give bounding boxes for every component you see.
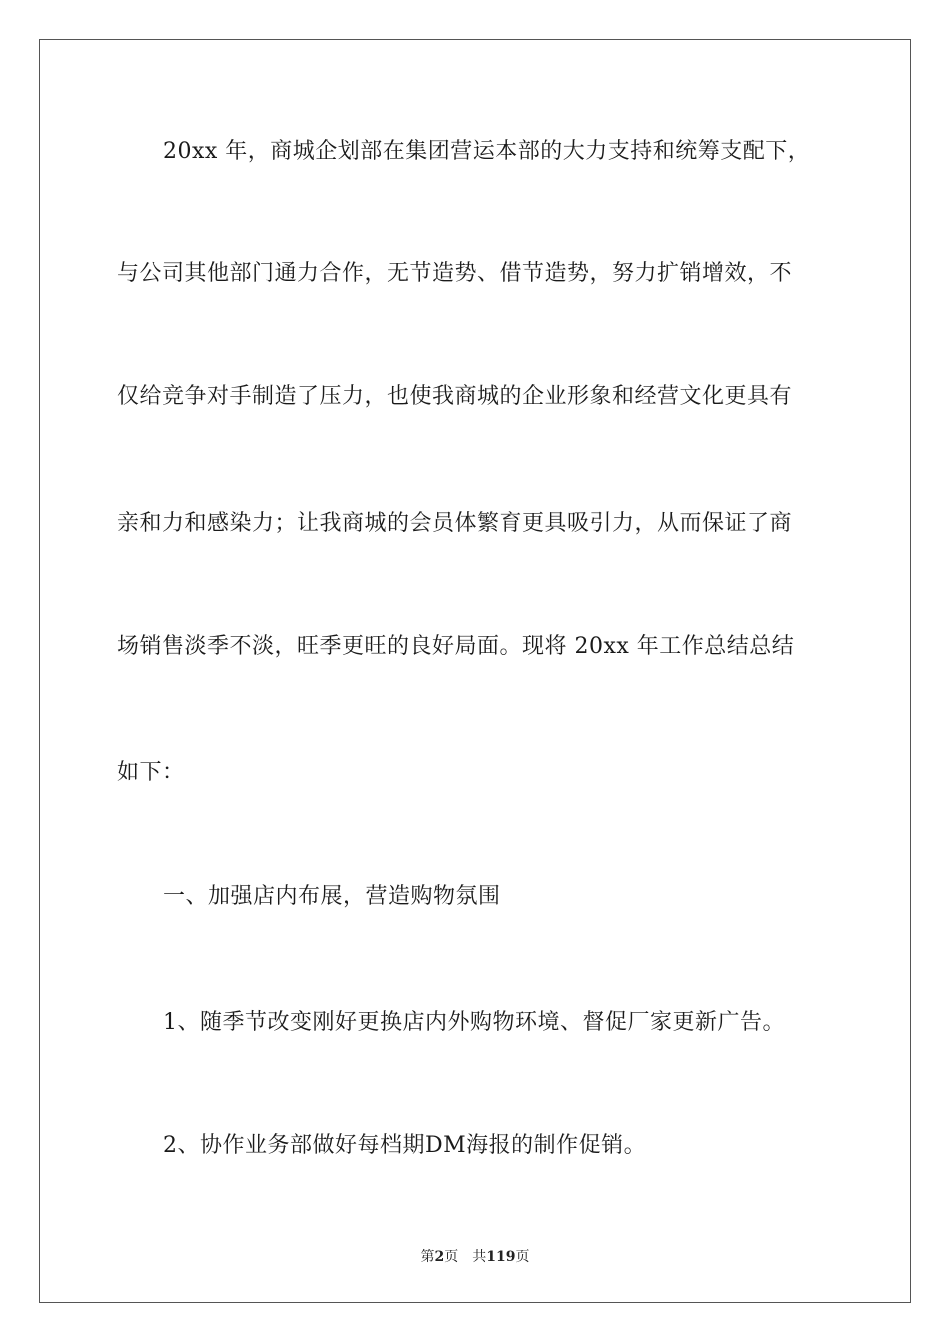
page-number: 2 <box>434 1249 445 1265</box>
paragraph-line-6: 如下： <box>117 760 185 785</box>
paragraph-line-5: 场销售淡季不淡，旺季更旺的良好局面。现将 20xx 年工作总结总结 <box>117 634 795 659</box>
list-item-2: 2、协作业务部做好每档期DM海报的制作促销。 <box>163 1133 647 1158</box>
paragraph-line-1: 20xx 年，商城企划部在集团营运本部的大力支持和统筹支配下， <box>163 139 811 164</box>
section-heading: 一、加强店内布展，营造购物氛围 <box>163 884 501 909</box>
total-suffix: 页 <box>515 1249 530 1265</box>
total-prefix: 共 <box>472 1249 487 1265</box>
paragraph-line-4: 亲和力和感染力；让我商城的会员体繁育更具吸引力，从而保证了商 <box>117 511 793 536</box>
total-pages: 119 <box>486 1249 516 1265</box>
paragraph-line-3: 仅给竞争对手制造了压力，也使我商城的企业形象和经营文化更具有 <box>117 384 793 409</box>
list-item-1: 1、随季节改变刚好更换店内外购物环境、督促厂家更新广告。 <box>163 1010 785 1035</box>
page-footer <box>0 1248 950 1266</box>
page-prefix: 第 <box>420 1249 435 1265</box>
paragraph-line-2: 与公司其他部门通力合作，无节造势、借节造势，努力扩销增效，不 <box>117 261 793 286</box>
page-suffix: 页 <box>444 1249 459 1265</box>
page-border <box>39 39 911 1303</box>
